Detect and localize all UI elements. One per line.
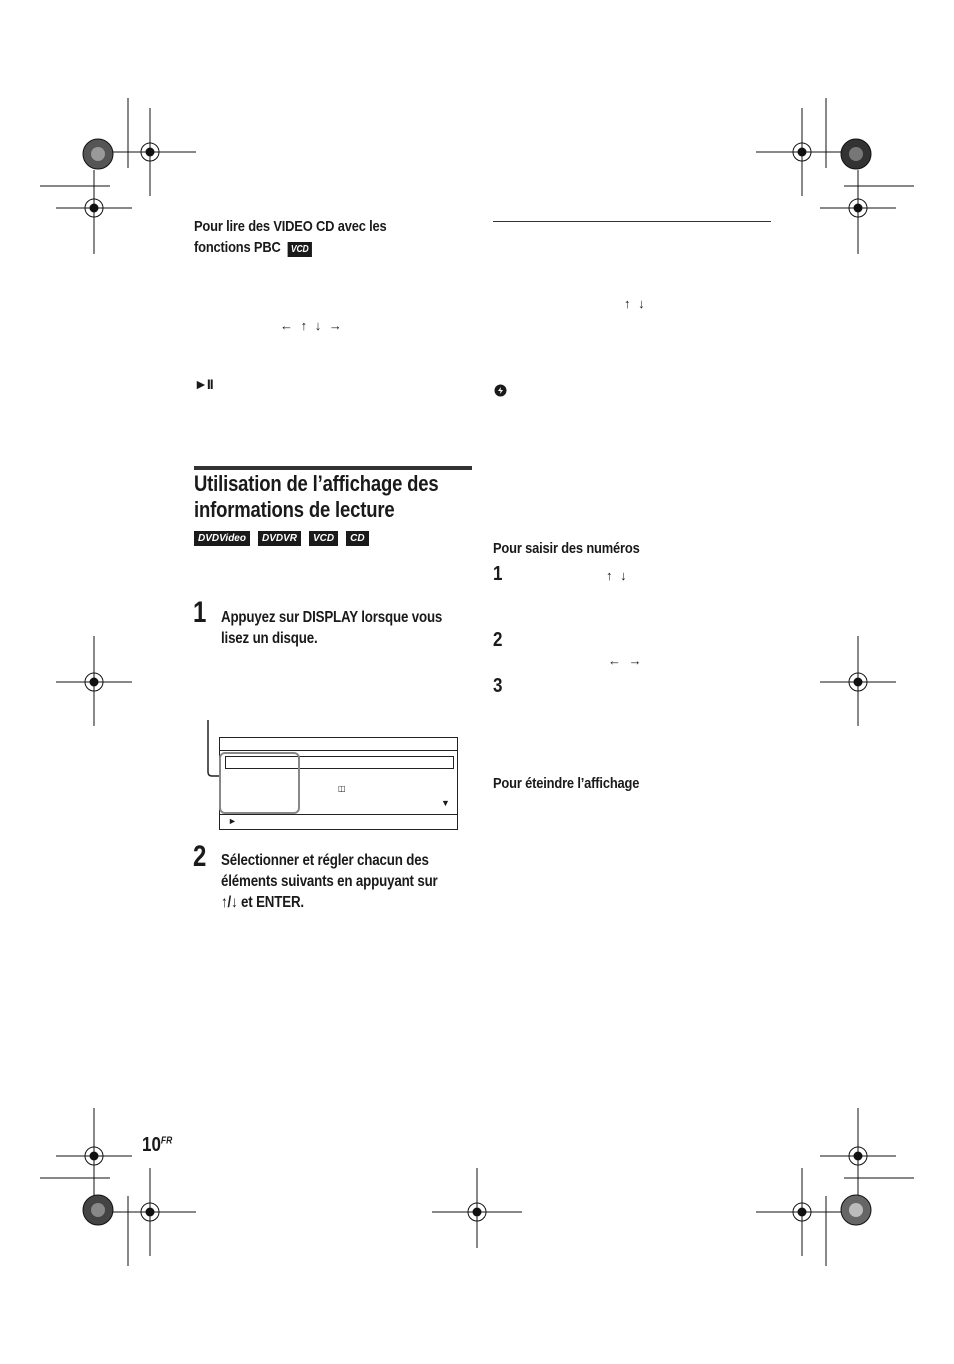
vcd-badge: VCD bbox=[309, 531, 338, 546]
step-2-line2: éléments suivants en appuyant sur bbox=[221, 873, 438, 890]
heading-line1: Utilisation de l’affichage des bbox=[194, 471, 439, 496]
step-2-line1: Sélectionner et régler chacun des bbox=[221, 852, 429, 869]
right-column-rule bbox=[493, 221, 771, 222]
cd-badge: CD bbox=[346, 531, 368, 546]
osd-highlight-frame bbox=[219, 752, 300, 814]
numbers-step-2-arrows-icon: ← → bbox=[608, 653, 644, 668]
pbc-section-title bbox=[194, 216, 469, 258]
page-number-suffix: FR bbox=[160, 1135, 173, 1147]
tip-icon bbox=[494, 384, 507, 402]
heading-line2: informations de lecture bbox=[194, 497, 395, 522]
turn-off-section-title: Pour éteindre l’affichage bbox=[493, 775, 640, 792]
numbers-section-title: Pour saisir des numéros bbox=[493, 540, 640, 557]
four-way-arrows-icon: ← ↑ ↓ → bbox=[280, 318, 344, 333]
step-1-line1: Appuyez sur DISPLAY lorsque vous bbox=[221, 609, 443, 626]
step-1-number: 1 bbox=[193, 596, 207, 629]
page-number: $10^{FR}$ bbox=[142, 1134, 173, 1156]
numbers-step-1: 1 bbox=[493, 563, 503, 585]
numbers-step-2: 2 bbox=[493, 629, 503, 651]
osd-play-icon: ► bbox=[228, 816, 237, 826]
step-2-number: 2 bbox=[193, 840, 207, 873]
section-heading bbox=[194, 471, 471, 523]
numbers-step-3: 3 bbox=[493, 675, 503, 697]
play-pause-icon: ►II bbox=[194, 376, 213, 392]
step-2-text bbox=[221, 850, 470, 913]
vcd-badge: VCD bbox=[287, 242, 312, 257]
osd-audio-icon: ◫ bbox=[338, 784, 346, 793]
section-heading-rule bbox=[194, 466, 472, 470]
dvd-vr-badge: DVDVR bbox=[258, 531, 301, 546]
dvd-video-badge: DVDVideo bbox=[194, 531, 250, 546]
osd-scroll-down-icon: ▼ bbox=[441, 798, 450, 808]
disc-type-badges bbox=[194, 528, 369, 546]
numbers-step-1-arrows-icon: ↑ ↓ bbox=[606, 568, 629, 583]
osd-bottom-divider bbox=[220, 814, 457, 815]
osd-top-divider bbox=[220, 750, 457, 751]
pbc-title-line1: Pour lire des VIDEO CD avec les bbox=[194, 218, 387, 235]
step-2-line3: ↑/↓ et ENTER. bbox=[221, 894, 304, 911]
up-down-arrows-icon: ↑ ↓ bbox=[624, 296, 647, 311]
pbc-title-line2: fonctions PBC VCD bbox=[194, 237, 469, 258]
step-1-line2: lisez un disque. bbox=[221, 630, 318, 647]
step-1-text bbox=[221, 607, 470, 649]
